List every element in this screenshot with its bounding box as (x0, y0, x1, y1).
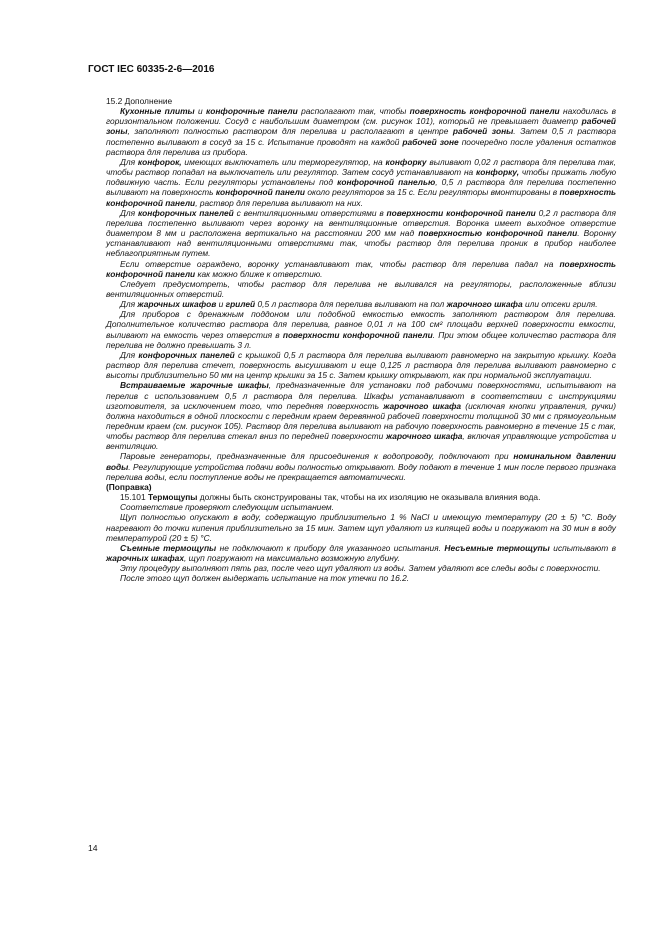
paragraph-text: Для (120, 156, 138, 167)
paragraph (106, 502, 616, 512)
paragraph-text: чтобы прижать любую подвижную часть. Если регуляторы установлены под (106, 167, 616, 188)
paragraph-text: поочередно после удаления остатков раствора для перелива из прибора. (106, 136, 616, 157)
bold-term: жарочных шкафов (137, 299, 217, 310)
paragraph-text: 15.101 (120, 492, 148, 503)
paragraph (106, 96, 616, 106)
paragraph (106, 492, 616, 502)
paragraph-text: Паровые генераторы, предназначенные для присоединения к водопроводу, подключают при (120, 451, 514, 462)
paragraph-text: 15.2 Дополнение (106, 96, 173, 106)
paragraph-text: около регуляторов за 15 с. Если регуляторы вмонтированы в (305, 187, 560, 198)
bold-term: жарочного шкафа (383, 400, 462, 411)
bold-term: грилей (225, 299, 256, 310)
bold-term: конфорочной панели (215, 187, 305, 198)
bold-term: поверхности конфорочной панели (282, 329, 433, 340)
paragraph (106, 279, 616, 299)
bold-term: конфорочные панели (206, 106, 298, 117)
paragraph-text: 0,5 л раствора для перелива выливают на пол (255, 299, 447, 310)
bold-term: поверхности конфорочной панели (386, 207, 536, 218)
bold-term: конфорку (385, 156, 427, 167)
paragraph-text: . Регулирующие устройства подачи воды полностью открывают. Воду подают в течение 1 мин после первого признака перелива воды, если поступление воды не прекращается автоматически. (106, 461, 616, 482)
document-body (106, 96, 616, 584)
bold-term: Несъемные термощупы (444, 542, 550, 553)
paragraph (106, 573, 616, 583)
bold-term: поверхность конфорочной панели (106, 258, 616, 279)
paragraph-text: Эту процедуру выполняют пять раз, после чего щуп удаляют из воды. Затем удаляют все следы воды с поверхности. (120, 563, 601, 574)
paragraph-text: располагают так, чтобы (297, 106, 410, 117)
bold-term: поверхностью конфорочной панели (418, 228, 578, 239)
paragraph-text: и (194, 106, 206, 117)
paragraph-text: , щуп погружают на максимально возможную глубину. (184, 553, 400, 564)
paragraph (106, 106, 616, 157)
bold-term: Кухонные плиты (120, 106, 195, 117)
paragraph-text: Если отверстие ограждено, воронку устанавливают так, чтобы раствор для перелива падал на (120, 258, 560, 269)
paragraph-text: выливают 0,02 л раствора для перелива так, чтобы раствор попадал на выключатель или регулятор. Затем сосуд устанавливают на (106, 156, 616, 178)
paragraph (106, 309, 616, 350)
bold-term: Съемные термощупы (120, 542, 217, 553)
paragraph-text: с крышкой 0,5 л раствора для перелива выливают равномерно на закрытую крышку. Когда раствор для перелива стечет, поверхность высушивают и еще 0,125 л раствора для перелива выливают равномерно с высоты приблизительно 50 мм на центр крышки за 15 с. Затем крышку открывают, как при нормальной эксплуатации. (106, 349, 617, 381)
bold-term: (Поправка) (106, 481, 152, 492)
bold-term: поверхность конфорочной панели (409, 106, 560, 117)
paragraph (106, 451, 616, 481)
paragraph (106, 512, 616, 542)
paragraph-text: , включая управляющие устройства и вентиляцию. (106, 431, 616, 452)
bold-term: Встраиваемые жарочные шкафы (120, 380, 269, 391)
paragraph (106, 157, 616, 208)
bold-term: конфорок, (137, 156, 182, 167)
paragraph (106, 563, 616, 573)
bold-term: рабочей зоны (452, 126, 514, 137)
bold-term: конфорочной панелью (337, 177, 436, 188)
bold-term: конфорочных панелей (137, 207, 234, 218)
bold-term: конфорку, (476, 167, 520, 178)
paragraph (106, 380, 616, 451)
paragraph (106, 350, 616, 380)
bold-term: номинальном давлении воды (106, 451, 617, 472)
paragraph (106, 299, 616, 309)
paragraph-text: испытывают в (549, 542, 617, 553)
paragraph-text: Для (120, 207, 138, 218)
paragraph (106, 208, 616, 259)
bold-term: жарочного шкафа (386, 431, 463, 442)
paragraph-text: и (216, 299, 226, 310)
paragraph-text: Следует предусмотреть, чтобы раствор для перелива не выливался на регуляторы, расположенные вблизи вентиляционных отверстий. (106, 278, 616, 299)
bold-term: жарочного шкафа (446, 299, 523, 310)
paragraph-text: Для (120, 299, 138, 310)
paragraph-text: находилась в горизонтальном положении. Сосуд с наибольшим диаметром (см. рисунок 101), который не превышает диаметр (106, 106, 617, 127)
document-header: ГОСТ IEC 60335-2-6—2016 (88, 64, 215, 75)
paragraph-text: должны быть сконструированы так, чтобы на их изоляцию не оказывала влияния вода. (197, 492, 541, 503)
paragraph-text: . Затем 0,5 л раствора постепенно выливают в сосуд за 15 с. Испытание проводят на каждой (106, 126, 616, 147)
paragraph-text: Соответствие проверяют следующим испытанием. (120, 502, 334, 513)
paragraph-text: , раствор для перелива выливают на них. (195, 197, 363, 208)
paragraph-text: , предназначенные для установки под рабочими поверхностями, испытывают на перелив с использованием 0,5 л раствора для перелива. Шкафы устанавливают в соответствии с инструкциями изготовителя, за исключением того, что передняя поверхность (106, 380, 616, 411)
paragraph-text: имеющих выключатель или терморегулятор, на (181, 156, 386, 167)
paragraph-text: или отсеки гриля. (522, 299, 598, 310)
bold-term: жарочных шкафах (106, 553, 184, 564)
paragraph-text: , заполняют полностью раствором для перелива и располагают в центре (127, 126, 453, 137)
paragraph-text: Для (120, 349, 139, 360)
paragraph-text: как можно ближе к отверстию. (195, 268, 323, 279)
paragraph-text: . При этом общее количество раствора для перелива не должно превышать 3 л. (106, 329, 616, 350)
bold-term: Термощупы (147, 492, 198, 503)
paragraph-text: . Воронку устанавливают над вентиляционными отверстиями так, чтобы раствор для перелива проник в прибор наиболее неблагоприятным путем. (106, 228, 616, 259)
bold-term: поверхность конфорочной панели (106, 187, 616, 208)
page-number: 14 (88, 843, 98, 853)
paragraph-text: Для приборов с дренажным поддоном или подобной емкостью емкость заполняют раствором для перелива. Дополнительное количество раствора для перелива, равное 0,01 л на 100 см² площади верхней поверхности емкости, выливают на емкость через отверстия в (106, 309, 616, 340)
paragraph-text: не подключают к прибору для указанного испытания. (216, 542, 445, 553)
bold-term: рабочей зоны (106, 116, 616, 137)
paragraph-text: После этого щуп должен выдержать испытание на ток утечки по 16.2. (120, 573, 410, 584)
paragraph (106, 482, 616, 492)
bold-term: рабочей зоне (402, 136, 459, 147)
paragraph (106, 543, 616, 563)
paragraph-text: 0,2 л раствора для перелива постепенно выливают через воронку на вентиляционные отверстия. Воронка имеет выходное отверстие диаметром 8 мм и расположена вертикально на расстоянии 200 мм над (106, 207, 617, 239)
paragraph-text: Щуп полностью опускают в воду, содержащую приблизительно 1 % NaCl и имеющую температуру (20 ± 5) °С. Воду нагревают до точки кипения приблизительно за 15 мин. Затем щуп удаляют из кипящей воды и погружают на 30 мин в воду температурой (20 ± 5) °С. (106, 512, 616, 543)
paragraph-text: (исключая кнопки управления, ручки) должна находиться в одной плоскости с передним краем деревянной рабочей поверхности толщиной 30 мм с прямоугольным передним краем (см. рисунок 105). Раствор для перелива выливают на рабочую поверхность равномерно в течение 15 с так, чтобы раствор для перелива стекал вниз по передней поверхности (106, 400, 616, 442)
paragraph-text: , 0,5 л раствора для перелива постепенно выливают на поверхность (106, 177, 616, 198)
bold-term: конфорочных панелей (138, 349, 235, 360)
paragraph-text: с вентиляционными отверстиями в (233, 207, 387, 218)
paragraph (106, 259, 616, 279)
